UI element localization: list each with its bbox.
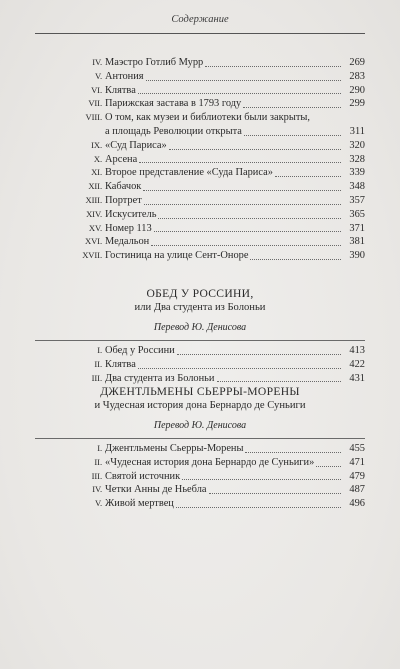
section-rule: [35, 340, 365, 341]
toc-entry-line-1[interactable]: [35, 111, 365, 125]
dot-leader: [146, 80, 341, 81]
dot-leader: [316, 466, 341, 467]
dot-leader: [217, 381, 342, 382]
toc-entry[interactable]: [35, 97, 365, 111]
dot-leader: [138, 93, 341, 94]
toc-section-3: [35, 384, 365, 511]
dot-leader: [154, 231, 341, 232]
chapter-number: I.: [97, 345, 102, 355]
page-number: 348: [349, 181, 365, 193]
page-number: 413: [349, 345, 365, 356]
chapter-title: Святой источник: [105, 470, 181, 482]
dot-leader: [151, 245, 341, 246]
chapter-title: Номер 113: [105, 222, 152, 234]
toc-entry[interactable]: [35, 70, 365, 84]
toc-entry-line-2[interactable]: [35, 125, 365, 139]
dot-leader: [209, 493, 342, 494]
page-number: 422: [349, 358, 365, 370]
dot-leader: [243, 107, 341, 108]
chapter-title: Портрет: [105, 194, 142, 206]
chapter-title: «Чудесная история дона Бернардо де Суньиги»: [105, 456, 315, 468]
page-number: 290: [349, 84, 365, 96]
chapter-title: Медальон: [105, 236, 150, 248]
chapter-number: XIII.: [85, 194, 102, 205]
page-number: 365: [349, 208, 365, 220]
page-number: 328: [349, 153, 365, 165]
chapter-number: XIV.: [86, 208, 102, 219]
section-rule: [35, 438, 365, 439]
page-number: 299: [349, 98, 365, 110]
chapter-number: V.: [94, 498, 102, 509]
page-number: 320: [349, 139, 365, 151]
chapter-title: Гостиница на улице Сент-Оноре: [105, 250, 249, 262]
chapter-number: II.: [94, 456, 102, 467]
chapter-title: «Суд Париса»: [105, 139, 167, 151]
toc-entry[interactable]: [35, 249, 365, 263]
toc-entry[interactable]: [35, 180, 365, 194]
header-rule: [35, 33, 365, 34]
chapter-number: I.: [97, 443, 102, 453]
chapter-number: IX.: [91, 139, 102, 150]
page-number: 479: [349, 470, 365, 482]
page-number: 390: [349, 250, 365, 262]
dot-leader: [169, 149, 341, 150]
chapter-title-continued: а площадь Революции открыта: [105, 125, 242, 137]
page-number: 431: [349, 372, 365, 384]
chapter-title: Кабачок: [105, 181, 142, 193]
dot-leader: [275, 176, 341, 177]
chapter-title: Антония: [105, 70, 144, 82]
running-head: Содержание: [171, 14, 229, 25]
dot-leader: [244, 135, 341, 136]
toc-section-1: [35, 56, 365, 263]
toc-entry[interactable]: [35, 222, 365, 236]
dot-leader: [158, 218, 341, 219]
chapter-number: VII.: [88, 98, 102, 109]
page-number: 471: [349, 456, 365, 468]
toc-section-2: [35, 286, 365, 385]
page-number: 496: [349, 498, 365, 510]
dot-leader: [139, 162, 341, 163]
page-number: 357: [349, 194, 365, 206]
dot-leader: [138, 368, 341, 369]
toc-entry[interactable]: [35, 358, 365, 372]
page-number: 311: [349, 125, 365, 137]
chapter-number: VIII.: [85, 112, 102, 123]
page-number: 339: [349, 167, 365, 179]
chapter-number: IV.: [92, 57, 102, 67]
chapter-number: XII.: [88, 181, 102, 192]
chapter-number: XV.: [88, 222, 102, 233]
page-number: 269: [349, 57, 365, 68]
toc-entry[interactable]: [35, 208, 365, 222]
dot-leader: [177, 354, 341, 355]
page-number: 487: [349, 484, 365, 496]
toc-entry[interactable]: [35, 139, 365, 153]
section-subtitle: и Чудесная история дона Бернардо де Суньиги: [94, 400, 306, 411]
chapter-title: Маэстро Готлиб Мурр: [105, 57, 204, 68]
dot-leader: [245, 452, 341, 453]
toc-entry[interactable]: [35, 470, 365, 484]
toc-entry[interactable]: [35, 84, 365, 98]
toc-entry[interactable]: [35, 194, 365, 208]
chapter-number: XVII.: [82, 250, 102, 261]
toc-entry[interactable]: [35, 456, 365, 470]
chapter-number: X.: [93, 153, 102, 164]
chapter-number: V.: [94, 70, 102, 81]
dot-leader: [144, 204, 341, 205]
chapter-number: XVI.: [84, 236, 102, 247]
page-number: 455: [349, 443, 365, 454]
toc-entry[interactable]: [35, 483, 365, 497]
section-title: ДЖЕНТЛЬМЕНЫ СЬЕРРЫ-МОРЕНЫ: [100, 385, 300, 398]
dot-leader: [205, 66, 341, 67]
dot-leader: [250, 259, 341, 260]
dot-leader: [182, 479, 341, 480]
chapter-title: Четки Анны де Ньебла: [105, 484, 207, 496]
chapter-title: О том, как музеи и библиотеки были закрыты,: [105, 112, 310, 124]
section-title: ОБЕД У РОССИНИ,: [146, 287, 254, 300]
chapter-title: Парижская застава в 1793 году: [105, 98, 242, 110]
chapter-title: Два студента из Болоньи: [105, 372, 215, 384]
section-subtitle: или Два студента из Болоньи: [134, 302, 266, 313]
page-number: 381: [349, 236, 365, 248]
chapter-number: III.: [91, 372, 102, 383]
chapter-title: Джентльмены Сьерры-Морены: [105, 443, 244, 454]
chapter-title: Арсена: [105, 153, 138, 165]
toc-entry[interactable]: [35, 166, 365, 180]
chapter-number: II.: [94, 358, 102, 369]
dot-leader: [176, 507, 341, 508]
toc-entry[interactable]: [35, 235, 365, 249]
chapter-number: III.: [91, 470, 102, 481]
toc-entry[interactable]: [35, 56, 365, 70]
page-number: 283: [349, 70, 365, 82]
chapter-title: Живой мертвец: [105, 498, 174, 510]
chapter-title: Второе представление «Суда Париса»: [105, 167, 273, 179]
toc-entry[interactable]: [35, 497, 365, 511]
translator-credit: Перевод Ю. Денисова: [153, 420, 247, 431]
chapter-title: Клятва: [105, 84, 136, 96]
toc-entry[interactable]: [35, 344, 365, 358]
toc-entry[interactable]: [35, 153, 365, 167]
toc-entry[interactable]: [35, 442, 365, 456]
chapter-number: IV.: [92, 484, 102, 495]
dot-leader: [143, 190, 341, 191]
chapter-number: XI.: [91, 167, 102, 178]
chapter-number: VI.: [91, 84, 102, 95]
page-number: 371: [349, 222, 365, 234]
chapter-title: Обед у Россини: [105, 345, 175, 356]
chapter-title: Искуситель: [105, 208, 157, 220]
chapter-title: Клятва: [105, 358, 136, 370]
translator-credit: Перевод Ю. Денисова: [153, 322, 247, 333]
